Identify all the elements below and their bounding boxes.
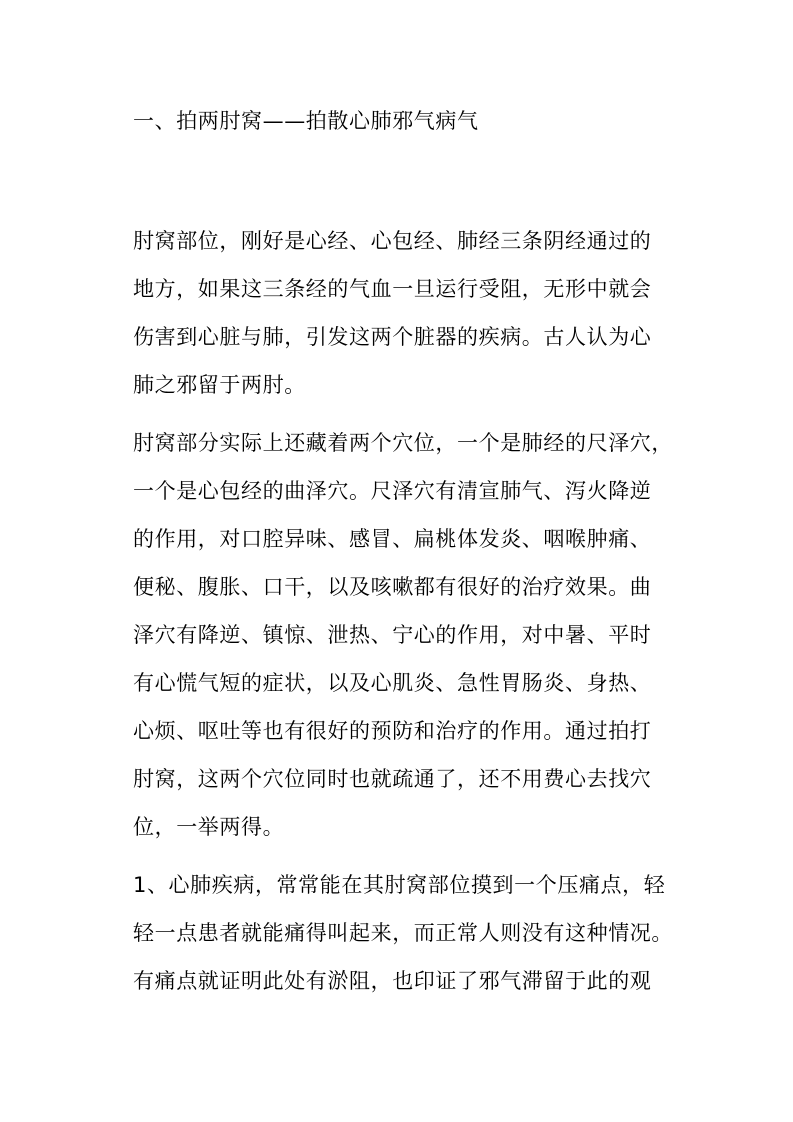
text-line: 有痛点就证明此处有淤阻，也印证了邪气滞留于此的观 — [133, 969, 652, 993]
text-line: 的作用，对口腔异味、感冒、扁桃体发炎、咽喉肿痛、 — [133, 527, 652, 551]
text-line: 轻一点患者就能痛得叫起来，而正常人则没有这种情况。 — [133, 921, 673, 945]
text-line: 1、心肺疾病，常常能在其肘窝部位摸到一个压痛点，轻 — [133, 873, 666, 897]
text-line: 位，一举两得。 — [133, 815, 285, 839]
text-line: 地方，如果这三条经的气血一旦运行受阻，无形中就会 — [133, 277, 652, 301]
text-line: 肘窝，这两个穴位同时也就疏通了，还不用费心去找穴 — [133, 767, 652, 791]
text-line: 有心慌气短的症状，以及心肌炎、急性胃肠炎、身热、 — [133, 671, 652, 695]
section-heading: 一、拍两肘窝——拍散心肺邪气病气 — [133, 109, 479, 133]
text-line: 肘窝部位，刚好是心经、心包经、肺经三条阴经通过的 — [133, 229, 652, 253]
text-line: 一个是心包经的曲泽穴。尺泽穴有清宣肺气、泻火降逆 — [133, 479, 652, 503]
text-line: 伤害到心脏与肺，引发这两个脏器的疾病。古人认为心 — [133, 325, 652, 349]
text-line: 肘窝部分实际上还藏着两个穴位，一个是肺经的尺泽穴， — [133, 431, 673, 455]
text-line: 肺之邪留于两肘。 — [133, 373, 306, 397]
text-line: 便秘、腹胀、口干，以及咳嗽都有很好的治疗效果。曲 — [133, 575, 652, 599]
text-line: 泽穴有降逆、镇惊、泄热、宁心的作用，对中暑、平时 — [133, 623, 652, 647]
text-line: 心烦、呕吐等也有很好的预防和治疗的作用。通过拍打 — [133, 719, 652, 743]
